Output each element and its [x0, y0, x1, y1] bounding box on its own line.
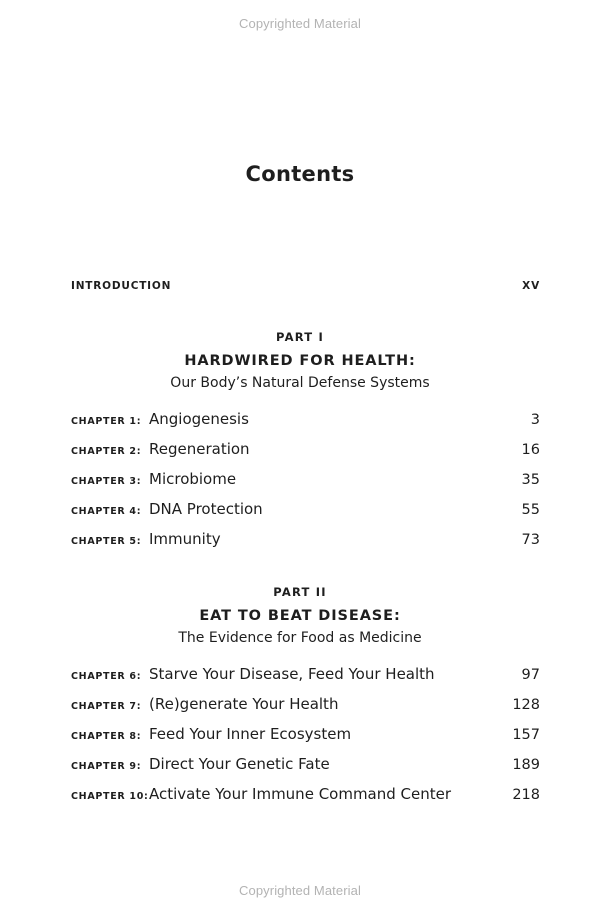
chapter-title: Regeneration: [149, 440, 250, 458]
chapter-page: 189: [512, 757, 540, 773]
toc-entry-chapter-3[interactable]: [71, 470, 540, 500]
chapter-label: CHAPTER 8:: [71, 731, 142, 742]
chapter-page: 55: [521, 502, 540, 518]
chapter-title: (Re)generate Your Health: [149, 695, 339, 713]
chapter-page: 128: [512, 697, 540, 713]
part-1-heading: [0, 330, 600, 392]
watermark-bottom: Copyrighted Material: [239, 883, 361, 898]
toc-entry-chapter-2[interactable]: [71, 440, 540, 470]
chapter-label: CHAPTER 6:: [71, 671, 142, 682]
chapter-page: 157: [512, 727, 540, 743]
chapter-label: CHAPTER 7:: [71, 701, 142, 712]
chapter-label: CHAPTER 4:: [71, 506, 142, 517]
chapter-label: CHAPTER 5:: [71, 536, 142, 547]
introduction-page: XV: [522, 280, 540, 292]
chapter-title: Direct Your Genetic Fate: [149, 755, 330, 773]
toc-entry-chapter-5[interactable]: [71, 530, 540, 560]
part-subtitle: Our Body’s Natural Defense Systems: [170, 375, 430, 391]
toc-entry-introduction[interactable]: [71, 280, 540, 292]
part-label: PART II: [273, 585, 327, 599]
chapter-title: Feed Your Inner Ecosystem: [149, 725, 352, 743]
chapter-title: Immunity: [149, 530, 221, 548]
chapter-title: Angiogenesis: [149, 410, 249, 428]
toc-entry-chapter-7[interactable]: [71, 695, 540, 725]
chapter-label: CHAPTER 1:: [71, 416, 142, 427]
part-label: PART I: [276, 330, 324, 344]
chapter-title: Microbiome: [149, 470, 237, 488]
introduction-label: INTRODUCTION: [71, 280, 172, 292]
part-1-chapter-list: [71, 410, 540, 560]
chapter-page: 97: [521, 667, 540, 683]
chapter-page: 73: [521, 532, 540, 548]
chapter-label: CHAPTER 10:: [71, 791, 149, 802]
part-2-heading: [0, 585, 600, 647]
chapter-title: Activate Your Immune Command Center: [149, 785, 452, 803]
watermark-top: Copyrighted Material: [239, 16, 361, 31]
chapter-label: CHAPTER 9:: [71, 761, 142, 772]
part-title: HARDWIRED FOR HEALTH:: [184, 353, 416, 369]
chapter-label: CHAPTER 3:: [71, 476, 142, 487]
chapter-page: 16: [521, 442, 540, 458]
part-title: EAT TO BEAT DISEASE:: [199, 608, 401, 624]
chapter-title: DNA Protection: [149, 500, 263, 518]
toc-entry-chapter-8[interactable]: [71, 725, 540, 755]
chapter-page: 35: [521, 472, 540, 488]
chapter-label: CHAPTER 2:: [71, 446, 142, 457]
toc-entry-chapter-9[interactable]: [71, 755, 540, 785]
chapter-page: 3: [530, 412, 540, 428]
toc-entry-chapter-4[interactable]: [71, 500, 540, 530]
part-2-chapter-list: [71, 665, 540, 815]
toc-entry-chapter-1[interactable]: [71, 410, 540, 440]
chapter-title: Starve Your Disease, Feed Your Health: [149, 665, 435, 683]
page-title: Contents: [245, 162, 355, 186]
toc-entry-chapter-6[interactable]: [71, 665, 540, 695]
part-subtitle: The Evidence for Food as Medicine: [178, 630, 422, 646]
toc-entry-chapter-10[interactable]: [71, 785, 540, 815]
chapter-page: 218: [512, 787, 540, 803]
